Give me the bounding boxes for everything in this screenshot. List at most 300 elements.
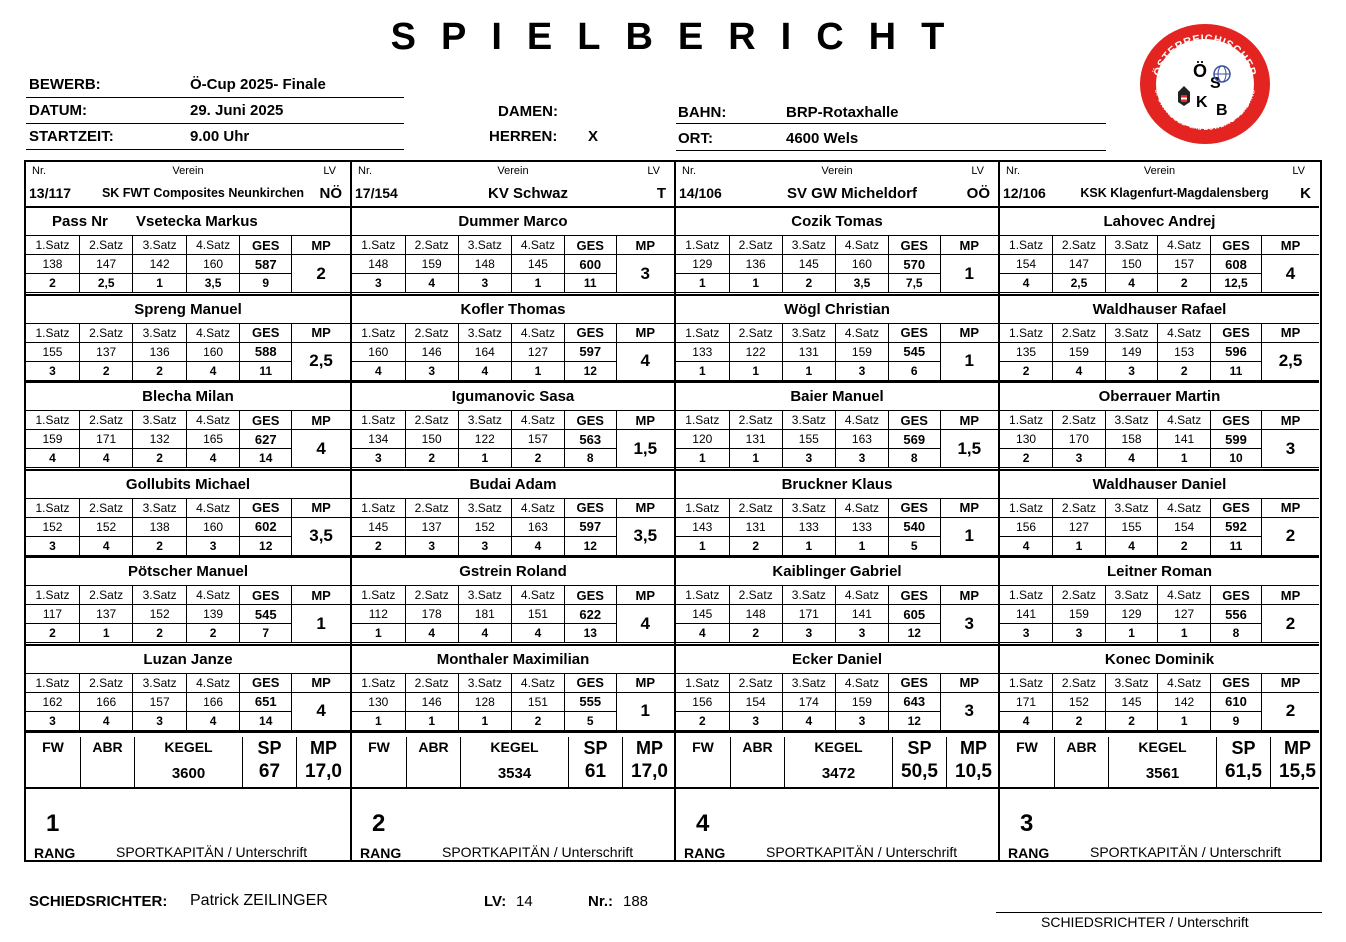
kegel-value: 569 <box>889 430 941 449</box>
sp-value: 2 <box>405 449 458 468</box>
team-column <box>350 162 674 862</box>
score-table <box>1000 410 1319 468</box>
satz-header: 2.Satz <box>729 586 782 605</box>
sp-value: 12,5 <box>1211 274 1262 293</box>
kegel-value: 137 <box>405 517 458 536</box>
player-name: Konec Dominik <box>1104 650 1215 668</box>
satz-header: 4.Satz <box>511 236 564 255</box>
player-scores <box>1000 585 1319 645</box>
mp-value: 2 <box>1262 692 1319 730</box>
sp-value: 8 <box>889 449 941 468</box>
mp-value: 3,5 <box>616 517 674 555</box>
satz-header: 3.Satz <box>133 673 186 692</box>
kegel-value: 138 <box>133 517 186 536</box>
kegel-value: 556 <box>1211 605 1262 624</box>
mp-value: 2 <box>1262 517 1319 555</box>
captain-signature-label: SPORTKAPITÄN / Unterschrift <box>766 844 958 860</box>
sp-value: 2 <box>26 624 79 643</box>
satz-header: 4.Satz <box>511 411 564 430</box>
kegel-value: 137 <box>79 605 132 624</box>
kegel-value: 159 <box>405 255 458 274</box>
sp-value: 1 <box>352 624 405 643</box>
kegel-value: 135 <box>1000 342 1053 361</box>
mp-header: MP <box>616 586 674 605</box>
player-block <box>352 383 674 471</box>
kegel-value: 157 <box>511 430 564 449</box>
satz-header: 2.Satz <box>1053 586 1106 605</box>
score-table <box>26 585 350 643</box>
player-name: Cozik Tomas <box>791 213 883 230</box>
satz-header: 1.Satz <box>26 498 79 517</box>
mp-value: 4 <box>616 605 674 643</box>
mp-header: MP <box>940 323 998 342</box>
satz-header: 2.Satz <box>405 586 458 605</box>
score-table <box>352 498 674 556</box>
satz-header: 3.Satz <box>458 323 511 342</box>
pass-nr-label: Pass Nr <box>52 213 108 230</box>
kegel-value: 570 <box>889 255 941 274</box>
kegel-value: 129 <box>1105 605 1158 624</box>
kegel-value: 148 <box>729 605 782 624</box>
rang-label: RANG <box>34 845 76 861</box>
satz-header: 4.Satz <box>1158 411 1211 430</box>
fw-label: FW <box>1016 739 1038 755</box>
player-name: Bruckner Klaus <box>781 475 893 493</box>
kegel-value: 132 <box>133 430 186 449</box>
mp-value: 3 <box>1262 430 1319 468</box>
referee-lv: 14 <box>516 893 533 910</box>
mp-value: 3 <box>616 255 674 293</box>
player-block <box>676 296 998 384</box>
sp-value: 3 <box>186 536 239 555</box>
kegel-value: 143 <box>676 517 729 536</box>
kegel-value: 152 <box>79 517 132 536</box>
kegel-label: KEGEL <box>814 739 863 755</box>
sp-value: 4 <box>1105 274 1158 293</box>
kegel-value: 159 <box>26 430 79 449</box>
player-scores <box>676 410 998 470</box>
sp-value: 2 <box>186 624 239 643</box>
kegel-value: 540 <box>889 517 941 536</box>
sp-value: 7 <box>240 624 292 643</box>
sp-value: 5 <box>889 536 941 555</box>
player-name: Pötscher Manuel <box>127 563 249 580</box>
referee-signature-label: SCHIEDSRICHTER / Unterschrift <box>1041 914 1249 930</box>
player-scores <box>676 673 998 733</box>
satz-header: 4.Satz <box>1158 236 1211 255</box>
oeskb-logo-icon <box>1138 22 1272 146</box>
score-table <box>1000 673 1319 731</box>
mp-header: MP <box>940 411 998 430</box>
sp-value: 2 <box>352 536 405 555</box>
kegel-value: 596 <box>1211 342 1262 361</box>
satz-header: 1.Satz <box>676 411 729 430</box>
sp-value: 7,5 <box>889 274 941 293</box>
fw-label: FW <box>368 739 390 755</box>
referee-nr: 188 <box>623 893 649 910</box>
player-scores <box>1000 235 1319 295</box>
ges-header: GES <box>1211 236 1262 255</box>
sp-value: 3 <box>782 624 835 643</box>
kegel-value: 166 <box>186 692 239 711</box>
sp-label: SP <box>1231 738 1256 758</box>
svg-text:ÖSTERREICHISCHER: ÖSTERREICHISCHER <box>1151 32 1259 78</box>
ges-header: GES <box>240 498 292 517</box>
satz-header: 4.Satz <box>1158 323 1211 342</box>
score-table <box>26 410 350 468</box>
ges-header: GES <box>889 236 941 255</box>
sp-value: 3 <box>835 711 888 730</box>
ges-header: GES <box>240 586 292 605</box>
kegel-value: 170 <box>1053 430 1106 449</box>
rang-label: RANG <box>1008 845 1050 861</box>
sp-value: 2 <box>511 449 564 468</box>
satz-header: 3.Satz <box>1105 236 1158 255</box>
mp-total: 17,0 <box>631 761 668 782</box>
player-scores <box>1000 410 1319 470</box>
sp-value: 1 <box>1053 536 1106 555</box>
satz-header: 3.Satz <box>458 236 511 255</box>
satz-header: 1.Satz <box>352 673 405 692</box>
kegel-value: 160 <box>186 517 239 536</box>
satz-header: 4.Satz <box>186 236 239 255</box>
kegel-value: 145 <box>676 605 729 624</box>
score-table <box>26 673 350 731</box>
sp-value: 4 <box>405 624 458 643</box>
sp-value: 4 <box>676 624 729 643</box>
kegel-value: 600 <box>565 255 617 274</box>
kegel-total: 3561 <box>1145 765 1180 782</box>
sp-value: 3 <box>782 449 835 468</box>
score-table <box>26 498 350 556</box>
sp-value: 9 <box>1211 711 1262 730</box>
kegel-value: 157 <box>1158 255 1211 274</box>
mp-header: MP <box>292 236 350 255</box>
kegel-value: 608 <box>1211 255 1262 274</box>
mp-cell <box>1270 737 1324 789</box>
mp-cell <box>622 737 676 789</box>
team-name: SV GW Micheldorf <box>786 185 917 202</box>
kegel-value: 627 <box>240 430 292 449</box>
rank-value: 2 <box>372 810 386 837</box>
team-nr: 17/154 <box>355 185 398 201</box>
rank-value: 1 <box>46 810 60 837</box>
mp-label: MP <box>960 738 987 758</box>
score-table <box>1000 235 1319 293</box>
player-block <box>676 646 998 734</box>
lv-label: LV <box>1292 165 1305 177</box>
score-table <box>352 673 674 731</box>
kegel-value: 152 <box>1053 692 1106 711</box>
mp-label: MP <box>310 738 337 758</box>
team-nr: 13/117 <box>29 185 72 201</box>
kegel-value: 160 <box>186 255 239 274</box>
sp-value: 4 <box>79 449 132 468</box>
player-name: Budai Adam <box>469 475 557 493</box>
satz-header: 4.Satz <box>835 586 888 605</box>
player-scores <box>26 235 350 295</box>
fw-cell <box>1000 737 1054 789</box>
player-name: Oberrauer Martin <box>1098 388 1221 405</box>
mp-header: MP <box>292 323 350 342</box>
kegel-value: 145 <box>352 517 405 536</box>
kegel-value: 160 <box>352 342 405 361</box>
player-scores <box>1000 323 1319 383</box>
player-block <box>1000 646 1319 734</box>
divider <box>676 150 1106 151</box>
player-name: Dummer Marco <box>458 213 568 230</box>
sp-value: 4 <box>458 361 511 380</box>
kegel-value: 129 <box>676 255 729 274</box>
satz-header: 1.Satz <box>676 323 729 342</box>
mp-header: MP <box>1262 498 1319 517</box>
player-scores <box>1000 498 1319 558</box>
abr-label: ABR <box>1066 739 1097 755</box>
sp-value: 1 <box>729 449 782 468</box>
player-scores <box>352 235 674 295</box>
sp-value: 2 <box>1105 711 1158 730</box>
sp-value: 1 <box>835 536 888 555</box>
score-table <box>352 410 674 468</box>
kegel-value: 545 <box>240 605 292 624</box>
satz-header: 1.Satz <box>26 236 79 255</box>
ges-header: GES <box>1211 323 1262 342</box>
sp-value: 1 <box>405 711 458 730</box>
player-name: Kaiblinger Gabriel <box>772 563 902 580</box>
lv-label: LV <box>971 165 984 177</box>
mp-value: 4 <box>616 342 674 380</box>
satz-header: 1.Satz <box>352 236 405 255</box>
team-lv: T <box>656 185 666 202</box>
kegel-value: 145 <box>1105 692 1158 711</box>
player-block <box>676 558 998 646</box>
sp-value: 3 <box>352 274 405 293</box>
sp-total: 50,5 <box>901 761 938 782</box>
mp-header: MP <box>940 586 998 605</box>
nr-label: Nr. <box>682 165 697 177</box>
mp-total: 15,5 <box>1279 761 1316 782</box>
kegel-value: 145 <box>511 255 564 274</box>
mp-total: 17,0 <box>305 761 342 782</box>
kegel-total: 3600 <box>171 765 206 782</box>
player-block <box>26 208 350 296</box>
ges-header: GES <box>240 411 292 430</box>
nr-label: Nr. <box>358 165 373 177</box>
sp-cell <box>242 737 296 789</box>
player-block <box>352 558 674 646</box>
verein-label: Verein <box>497 165 529 177</box>
sp-value: 4 <box>79 536 132 555</box>
kegel-cell <box>460 737 568 789</box>
sp-value: 4 <box>782 711 835 730</box>
sp-value: 1 <box>676 361 729 380</box>
sp-value: 1 <box>729 361 782 380</box>
player-scores <box>352 585 674 645</box>
kegel-value: 159 <box>835 692 888 711</box>
fw-cell <box>676 737 730 789</box>
mp-value: 4 <box>292 692 350 730</box>
sp-value: 4 <box>1053 361 1106 380</box>
ort-value: 4600 Wels <box>786 130 859 147</box>
page-title: SPIELBERICHT <box>390 16 970 58</box>
kegel-value: 142 <box>1158 692 1211 711</box>
sp-value: 1 <box>1158 711 1211 730</box>
sp-value: 3 <box>835 624 888 643</box>
team-column <box>26 162 350 862</box>
satz-header: 3.Satz <box>458 673 511 692</box>
sp-value: 3 <box>835 361 888 380</box>
kegel-cell <box>1108 737 1216 789</box>
team-name: KV Schwaz <box>487 185 569 202</box>
sp-value: 2 <box>133 361 186 380</box>
player-block <box>352 646 674 734</box>
divider <box>26 123 404 124</box>
mp-value: 3 <box>940 692 998 730</box>
sp-value: 3 <box>458 536 511 555</box>
score-table <box>676 323 998 381</box>
player-block <box>26 383 350 471</box>
kegel-value: 166 <box>79 692 132 711</box>
mp-value: 2,5 <box>1262 342 1319 380</box>
mp-label: MP <box>1284 738 1311 758</box>
kegel-value: 133 <box>782 517 835 536</box>
sp-value: 3 <box>1053 624 1106 643</box>
kegel-value: 141 <box>835 605 888 624</box>
sp-value: 3 <box>458 274 511 293</box>
player-name: Monthaler Maximilian <box>436 650 590 668</box>
sp-value: 3 <box>1000 624 1053 643</box>
captain-signature-label: SPORTKAPITÄN / Unterschrift <box>1090 844 1282 860</box>
kegel-value: 165 <box>186 430 239 449</box>
sp-value: 1 <box>676 449 729 468</box>
kegel-value: 153 <box>1158 342 1211 361</box>
kegel-value: 171 <box>79 430 132 449</box>
player-block <box>676 208 998 296</box>
kegel-value: 136 <box>133 342 186 361</box>
satz-header: 4.Satz <box>511 323 564 342</box>
sp-value: 1 <box>1158 624 1211 643</box>
sp-value: 4 <box>186 449 239 468</box>
team-nr: 14/106 <box>679 185 722 201</box>
kegel-value: 117 <box>26 605 79 624</box>
mp-value: 3,5 <box>292 517 350 555</box>
mp-header: MP <box>1262 586 1319 605</box>
kegel-value: 164 <box>458 342 511 361</box>
player-block <box>352 296 674 384</box>
kegel-value: 149 <box>1105 342 1158 361</box>
sp-value: 2 <box>133 449 186 468</box>
satz-header: 4.Satz <box>1158 586 1211 605</box>
satz-header: 3.Satz <box>133 586 186 605</box>
mp-header: MP <box>616 498 674 517</box>
satz-header: 1.Satz <box>352 498 405 517</box>
satz-header: 1.Satz <box>676 673 729 692</box>
sp-value: 1 <box>676 536 729 555</box>
kegel-value: 597 <box>565 342 617 361</box>
player-block <box>26 471 350 559</box>
player-block <box>1000 383 1319 471</box>
satz-header: 2.Satz <box>729 323 782 342</box>
satz-header: 4.Satz <box>186 323 239 342</box>
kegel-value: 148 <box>352 255 405 274</box>
score-table <box>676 235 998 293</box>
sp-value: 12 <box>889 624 941 643</box>
mp-value: 4 <box>292 430 350 468</box>
kegel-value: 592 <box>1211 517 1262 536</box>
kegel-value: 643 <box>889 692 941 711</box>
sp-value: 2 <box>1053 711 1106 730</box>
score-table <box>26 235 350 293</box>
player-scores <box>26 323 350 383</box>
score-table <box>1000 498 1319 556</box>
player-name: Gstrein Roland <box>459 563 567 580</box>
satz-header: 1.Satz <box>1000 586 1053 605</box>
sp-cell <box>892 737 946 789</box>
satz-header: 2.Satz <box>729 498 782 517</box>
kegel-value: 147 <box>1053 255 1106 274</box>
sp-value: 1 <box>676 274 729 293</box>
sp-cell <box>568 737 622 789</box>
kegel-value: 563 <box>565 430 617 449</box>
herren-value: X <box>588 128 599 145</box>
player-name: Ecker Daniel <box>791 650 883 668</box>
player-scores <box>1000 673 1319 733</box>
kegel-value: 155 <box>1105 517 1158 536</box>
sp-value: 4 <box>186 711 239 730</box>
mp-header: MP <box>1262 236 1319 255</box>
kegel-value: 154 <box>1158 517 1211 536</box>
fw-label: FW <box>42 739 64 755</box>
divider <box>26 97 404 98</box>
sp-value: 8 <box>1211 624 1262 643</box>
score-table <box>26 323 350 381</box>
verein-label: Verein <box>172 165 204 177</box>
satz-header: 2.Satz <box>729 236 782 255</box>
sp-value: 4 <box>1105 449 1158 468</box>
mp-header: MP <box>616 673 674 692</box>
lv-label: LV <box>323 165 336 177</box>
ges-header: GES <box>889 323 941 342</box>
divider <box>676 123 1106 124</box>
satz-header: 4.Satz <box>835 498 888 517</box>
sp-value: 2 <box>1158 361 1211 380</box>
team-totals <box>26 737 350 789</box>
satz-header: 1.Satz <box>1000 673 1053 692</box>
score-table <box>352 585 674 643</box>
kegel-value: 131 <box>729 430 782 449</box>
sp-value: 3,5 <box>835 274 888 293</box>
mp-value: 1,5 <box>940 430 998 468</box>
mp-header: MP <box>292 411 350 430</box>
sp-value: 2 <box>26 274 79 293</box>
kegel-cell <box>784 737 892 789</box>
team-lv: K <box>1300 185 1311 202</box>
sp-value: 1 <box>352 711 405 730</box>
svg-text:B: B <box>1216 102 1228 119</box>
mp-header: MP <box>1262 323 1319 342</box>
kegel-value: 159 <box>835 342 888 361</box>
mp-header: MP <box>940 498 998 517</box>
sp-value: 3 <box>405 536 458 555</box>
player-block <box>676 383 998 471</box>
satz-header: 2.Satz <box>1053 411 1106 430</box>
sp-value: 14 <box>240 711 292 730</box>
mp-header: MP <box>292 498 350 517</box>
satz-header: 1.Satz <box>26 586 79 605</box>
score-table <box>676 585 998 643</box>
sp-value: 1 <box>782 536 835 555</box>
satz-header: 2.Satz <box>1053 673 1106 692</box>
